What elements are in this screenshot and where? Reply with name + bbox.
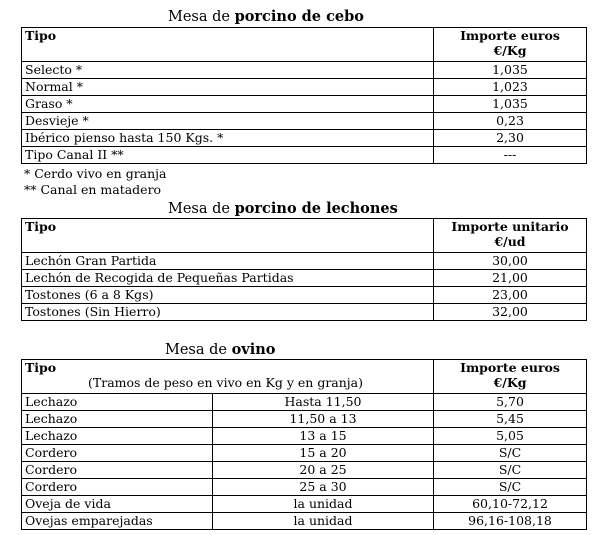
ovino-importe-cell: 5,05 [434, 428, 587, 445]
ovino-importe-cell: 60,10-72,12 [434, 496, 587, 513]
lechones-tipo-cell: Tostones (6 a 8 Kgs) [22, 287, 434, 304]
table-row [22, 462, 587, 479]
ovino-importe-cell: S/C [434, 479, 587, 496]
cebo-tipo-cell: Tipo Canal II ** [22, 147, 434, 164]
ovino-tramo-cell: 20 a 25 [213, 462, 434, 479]
lechones-importe-cell: 21,00 [434, 270, 587, 287]
ovino-importe-cell: 5,45 [434, 411, 587, 428]
lechones-header-importe-line2: €/ud [494, 234, 526, 249]
cebo-tipo-cell: Desvieje * [22, 113, 434, 130]
table-row [22, 62, 587, 79]
cebo-header-importe-line1: Importe euros [460, 28, 560, 43]
ovino-table [21, 359, 587, 530]
ovino-tramo-cell: la unidad [213, 496, 434, 513]
ovino-tramo-cell: 15 a 20 [213, 445, 434, 462]
ovino-importe-cell: S/C [434, 462, 587, 479]
cebo-header-importe-line2: €/Kg [493, 43, 527, 58]
cebo-header-tipo: Tipo [22, 28, 434, 62]
lechones-title-prefix: Mesa de [168, 201, 235, 217]
ovino-tramo-cell: 11,50 a 13 [213, 411, 434, 428]
cebo-tipo-cell: Selecto * [22, 62, 434, 79]
table-row [22, 411, 587, 428]
ovino-importe-cell: 96,16-108,18 [434, 513, 587, 530]
ovino-tramo-cell: 25 a 30 [213, 479, 434, 496]
cebo-title [168, 8, 364, 26]
ovino-header-tipo-label: Tipo [25, 360, 57, 375]
cebo-title-prefix: Mesa de [168, 9, 235, 25]
lechones-table [21, 218, 587, 321]
cebo-note-1: * Cerdo vivo en granja [24, 166, 167, 181]
table-row [22, 304, 587, 321]
lechones-header-row [22, 219, 587, 253]
table-row [22, 130, 587, 147]
cebo-note-2: ** Canal en matadero [24, 182, 162, 197]
lechones-importe-cell: 30,00 [434, 253, 587, 270]
lechones-tipo-cell: Lechón de Recogida de Pequeñas Partidas [22, 270, 434, 287]
ovino-tramo-cell: 13 a 15 [213, 428, 434, 445]
lechones-importe-cell: 23,00 [434, 287, 587, 304]
ovino-title-prefix: Mesa de [165, 342, 232, 358]
table-row [22, 253, 587, 270]
table-row [22, 428, 587, 445]
ovino-title-bold: ovino [231, 341, 276, 358]
lechones-tipo-cell: Lechón Gran Partida [22, 253, 434, 270]
table-row [22, 113, 587, 130]
ovino-title [165, 341, 275, 359]
ovino-header-row [22, 360, 587, 394]
cebo-tipo-cell: Ibérico pienso hasta 150 Kgs. * [22, 130, 434, 147]
ovino-header-importe-line1: Importe euros [460, 360, 560, 375]
cebo-title-bold: porcino de cebo [234, 8, 364, 25]
ovino-tipo-cell: Lechazo [22, 428, 213, 445]
table-row [22, 513, 587, 530]
cebo-importe-cell: 1,023 [434, 79, 587, 96]
cebo-importe-cell: 0,23 [434, 113, 587, 130]
ovino-importe-cell: 5,70 [434, 394, 587, 411]
table-row [22, 394, 587, 411]
ovino-tramo-cell: Hasta 11,50 [213, 394, 434, 411]
cebo-header-importe [434, 28, 587, 62]
table-row [22, 96, 587, 113]
lechones-importe-cell: 32,00 [434, 304, 587, 321]
cebo-tipo-cell: Normal * [22, 79, 434, 96]
ovino-tipo-cell: Lechazo [22, 394, 213, 411]
cebo-importe-cell: 2,30 [434, 130, 587, 147]
table-row [22, 496, 587, 513]
ovino-tipo-cell: Lechazo [22, 411, 213, 428]
cebo-importe-cell: --- [434, 147, 587, 164]
ovino-tipo-cell: Ovejas emparejadas [22, 513, 213, 530]
lechones-header-importe-line1: Importe unitario [451, 219, 569, 234]
ovino-tipo-cell: Cordero [22, 479, 213, 496]
lechones-title-bold: porcino de lechones [234, 200, 398, 217]
ovino-header-subtitle: (Tramos de peso en vivo en Kg y en granja) [88, 375, 364, 390]
lechones-tipo-cell: Tostones (Sin Hierro) [22, 304, 434, 321]
cebo-tipo-cell: Graso * [22, 96, 434, 113]
ovino-tipo-cell: Cordero [22, 462, 213, 479]
cebo-notes [24, 166, 167, 198]
cebo-header-row [22, 28, 587, 62]
ovino-importe-cell: S/C [434, 445, 587, 462]
table-row [22, 479, 587, 496]
lechones-header-importe [434, 219, 587, 253]
table-row [22, 287, 587, 304]
ovino-header-importe [434, 360, 587, 394]
table-row [22, 270, 587, 287]
ovino-tipo-cell: Oveja de vida [22, 496, 213, 513]
lechones-title [168, 200, 398, 218]
cebo-table [21, 27, 587, 164]
table-row [22, 147, 587, 164]
ovino-tipo-cell: Cordero [22, 445, 213, 462]
ovino-header-importe-line2: €/Kg [493, 375, 527, 390]
ovino-tramo-cell: la unidad [213, 513, 434, 530]
cebo-importe-cell: 1,035 [434, 96, 587, 113]
ovino-header-tipo [22, 360, 434, 394]
cebo-importe-cell: 1,035 [434, 62, 587, 79]
lechones-header-tipo: Tipo [22, 219, 434, 253]
table-row [22, 79, 587, 96]
table-row [22, 445, 587, 462]
